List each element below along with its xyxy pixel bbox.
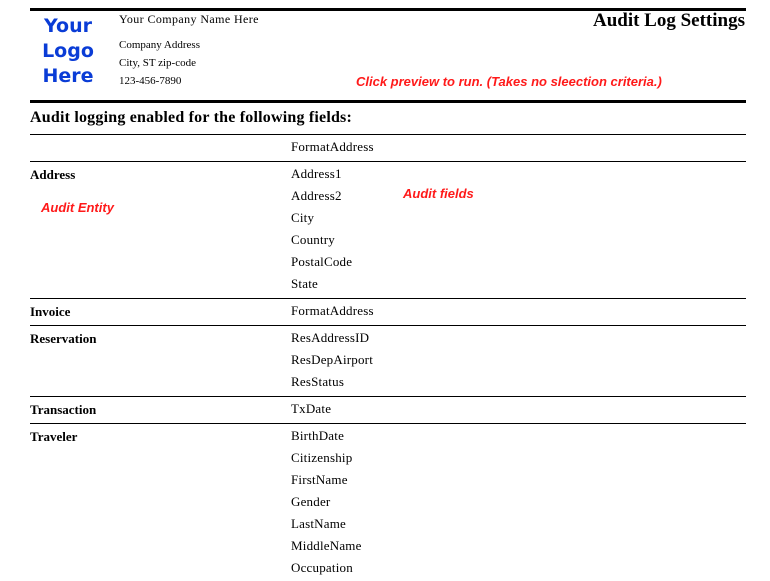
entity-name: Invoice <box>30 304 71 319</box>
company-city: City, ST zip-code <box>119 57 196 69</box>
field-name: MiddleName <box>291 538 362 553</box>
field-name: Citizenship <box>291 450 353 465</box>
company-name: Your Company Name Here <box>119 12 259 26</box>
field-name: Address1 <box>291 166 342 181</box>
field-name: Country <box>291 232 336 247</box>
report-title: Audit Log Settings <box>592 10 745 31</box>
entity-name: Reservation <box>30 331 97 346</box>
field-name: LastName <box>291 516 347 531</box>
logo-line: Logo <box>42 40 94 62</box>
field-name: FormatAddress <box>291 303 374 318</box>
field-name: FormatAddress <box>291 139 374 154</box>
preview-note: Click preview to run. (Takes no sleection criteria.) <box>356 74 662 89</box>
row-divider <box>30 423 746 424</box>
row-divider <box>30 298 746 299</box>
field-name: FirstName <box>291 472 348 487</box>
field-name: ResAddressID <box>291 330 370 345</box>
entity-name: Traveler <box>30 429 78 444</box>
field-name: TxDate <box>291 401 332 416</box>
company-phone: 123-456-7890 <box>119 75 182 87</box>
section-heading: Audit logging enabled for the following fields: <box>30 109 353 126</box>
field-name: Gender <box>291 494 331 509</box>
logo-line: Here <box>42 65 94 87</box>
field-name: City <box>291 210 315 225</box>
field-name: Address2 <box>291 188 342 203</box>
field-name: ResDepAirport <box>291 352 374 367</box>
field-name: BirthDate <box>291 428 345 443</box>
audit-entity-annotation: Audit Entity <box>41 200 114 215</box>
entity-name: Transaction <box>30 402 97 417</box>
logo-line: Your <box>44 15 92 37</box>
row-divider <box>30 161 746 162</box>
field-name: Occupation <box>291 560 353 575</box>
field-name: State <box>291 276 318 291</box>
field-name: PostalCode <box>291 254 353 269</box>
row-divider <box>30 396 746 397</box>
field-name: ResStatus <box>291 374 345 389</box>
company-address: Company Address <box>119 39 200 51</box>
audit-fields-annotation: Audit fields <box>403 186 474 201</box>
entity-name: Address <box>30 167 76 182</box>
row-divider <box>30 325 746 326</box>
